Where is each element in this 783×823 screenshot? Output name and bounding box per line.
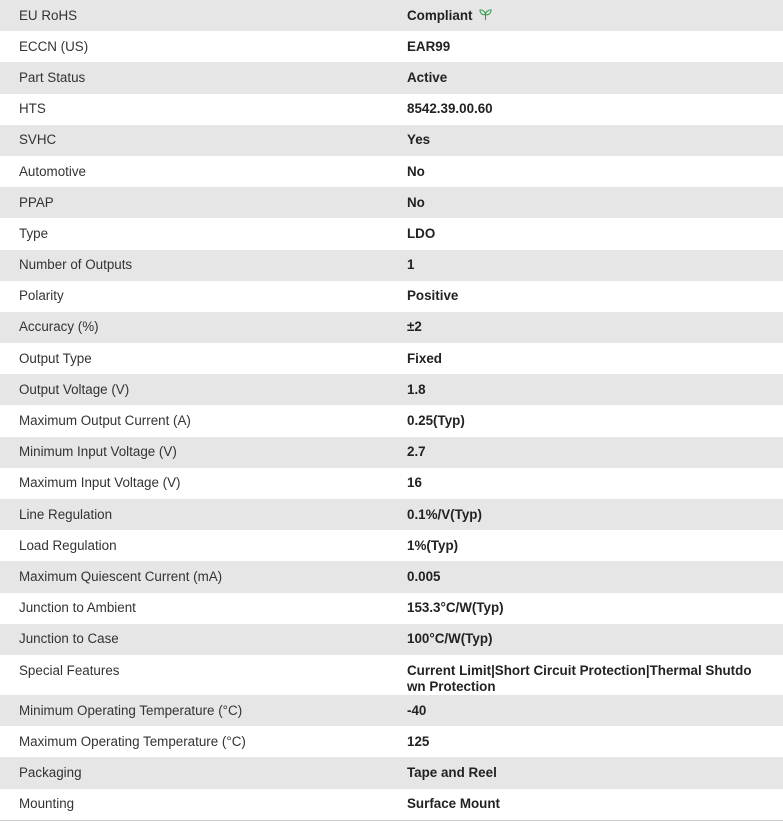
table-row [0,343,783,374]
table-row [0,757,783,788]
spec-value: No [394,187,783,218]
spec-value [394,0,783,31]
table-row [0,156,783,187]
spec-value: 1.8 [394,374,783,405]
table-row [0,62,783,93]
spec-value: 0.005 [394,561,783,592]
spec-value: EAR99 [394,31,783,62]
spec-value: 2.7 [394,437,783,468]
spec-name: Accuracy (%) [0,312,394,343]
spec-value: 1%(Typ) [394,530,783,561]
table-row [0,624,783,655]
spec-name: Part Status [0,62,394,93]
table-row [0,312,783,343]
spec-name: EU RoHS [0,0,394,31]
spec-name: Type [0,218,394,249]
spec-name: SVHC [0,125,394,156]
spec-value: Yes [394,125,783,156]
spec-name: Maximum Operating Temperature (°C) [0,726,394,757]
spec-name: Number of Outputs [0,250,394,281]
spec-name: ECCN (US) [0,31,394,62]
spec-value-text: Compliant [407,7,473,23]
spec-value: 0.25(Typ) [394,405,783,436]
spec-name: Line Regulation [0,499,394,530]
table-row [0,789,783,820]
table-row [0,561,783,592]
spec-value: -40 [394,695,783,726]
spec-value: LDO [394,218,783,249]
spec-value: 100°C/W(Typ) [394,624,783,655]
spec-value: No [394,156,783,187]
table-row [0,530,783,561]
spec-value: Fixed [394,343,783,374]
table-row [0,695,783,726]
spec-name: Mounting [0,789,394,820]
spec-value: Surface Mount [394,789,783,820]
spec-name: Minimum Input Voltage (V) [0,437,394,468]
spec-value: Tape and Reel [394,757,783,788]
spec-value: 153.3°C/W(Typ) [394,593,783,624]
spec-name: Automotive [0,156,394,187]
spec-name: PPAP [0,187,394,218]
table-row [0,0,783,31]
table-row [0,218,783,249]
spec-value: ±2 [394,312,783,343]
spec-name: Polarity [0,281,394,312]
spec-value: 16 [394,468,783,499]
table-row [0,94,783,125]
table-row [0,125,783,156]
spec-value: Active [394,62,783,93]
spec-name: Minimum Operating Temperature (°C) [0,695,394,726]
table-row [0,655,783,695]
table-row [0,726,783,757]
table-row [0,405,783,436]
table-row [0,437,783,468]
spec-name: Packaging [0,757,394,788]
table-row [0,593,783,624]
leaf-icon [479,9,492,21]
spec-name: Junction to Ambient [0,593,394,624]
table-row [0,281,783,312]
table-row [0,187,783,218]
spec-value: 0.1%/V(Typ) [394,499,783,530]
table-row [0,31,783,62]
table-row [0,374,783,405]
table-bottom-divider [0,820,783,821]
spec-value: 8542.39.00.60 [394,94,783,125]
table-row [0,250,783,281]
spec-name: HTS [0,94,394,125]
spec-name: Maximum Quiescent Current (mA) [0,561,394,592]
table-row [0,468,783,499]
spec-name: Output Voltage (V) [0,374,394,405]
spec-name: Maximum Input Voltage (V) [0,468,394,499]
spec-value: 1 [394,250,783,281]
spec-value: Current Limit|Short Circuit Protection|Thermal Shutdown Protection [394,655,783,695]
spec-name: Load Regulation [0,530,394,561]
spec-name: Special Features [0,655,394,695]
spec-value: Positive [394,281,783,312]
spec-value: 125 [394,726,783,757]
spec-name: Junction to Case [0,624,394,655]
spec-name: Maximum Output Current (A) [0,405,394,436]
table-row [0,499,783,530]
spec-name: Output Type [0,343,394,374]
